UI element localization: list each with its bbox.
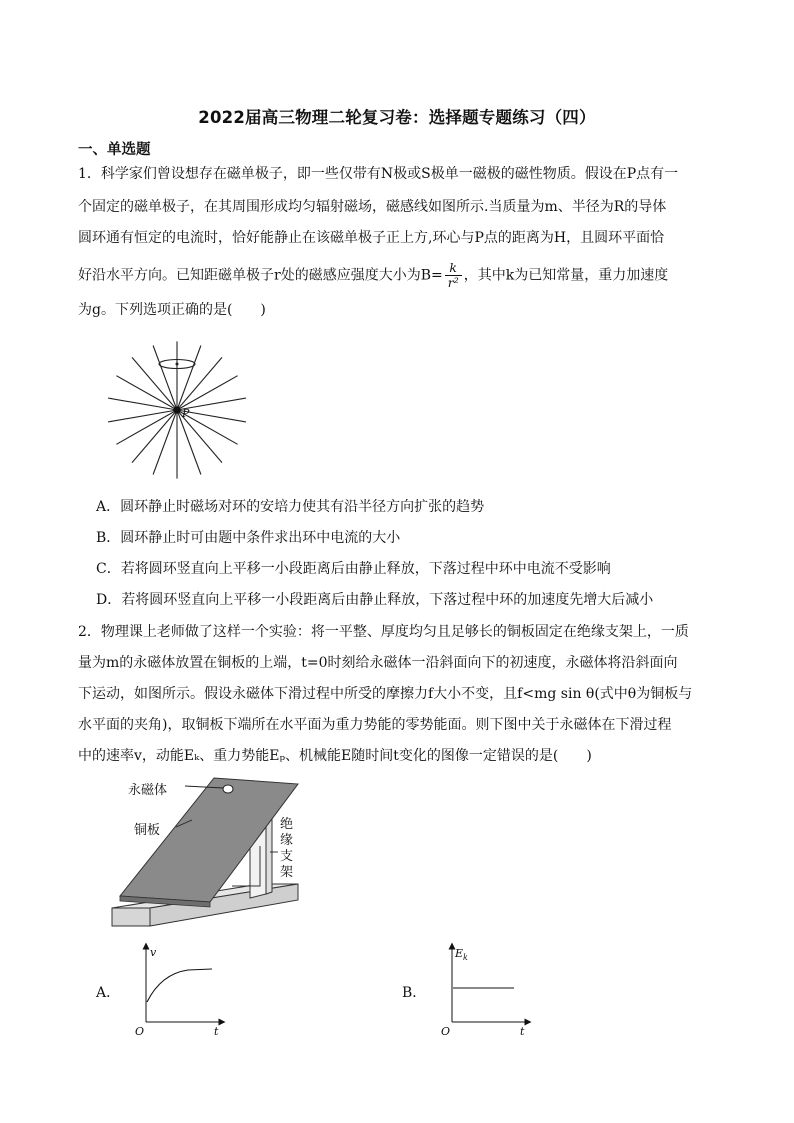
q1-line-1: 1．科学家们曾设想存在磁单极子，即一些仅带有N极或S极单一磁极的磁性物质。假设在P点有一 [78, 166, 679, 182]
velocity-curve [147, 969, 212, 1002]
page-title: 2022届高三物理二轮复习卷：选择题专题练习（四） [198, 108, 596, 127]
q2-line-2: 量为m的永磁体放置在铜板的上端，t=0时刻给永磁体一沿斜面向下的初速度，永磁体将沿斜面向 [78, 655, 678, 671]
q1-option-c: C．若将圆环竖直向上平移一小段距离后由静止释放，下落过程中环中电流不受影响 [96, 561, 611, 577]
stand-label-2: 缘 [280, 833, 294, 848]
monopole-field-figure [100, 336, 260, 486]
q2-option-a-label: A． [96, 985, 121, 1001]
q1-line-4-text: 好沿水平方向。已知距磁单极子r处的磁感应强度大小为B= [78, 267, 443, 284]
q1-line-2: 个固定的磁单极子，在其周围形成均匀辐射磁场，磁感线如图所示.当质量为m、半径为R的导体 [78, 199, 667, 215]
field-line [153, 410, 177, 475]
field-line [177, 357, 222, 410]
field-line [177, 346, 201, 411]
q1-option-b: B．圆环静止时可由题中条件求出环中电流的大小 [96, 530, 401, 546]
magnet-label: 永磁体 [128, 783, 168, 798]
graph-b-kinetic-energy-time [434, 940, 534, 1036]
q2-line-4: 水平面的夹角)，取铜板下端所在水平面为重力势能的零势能面。则下图中关于永磁体在下滑过程 [78, 717, 672, 733]
ring-center-dot [176, 363, 179, 366]
graph-a-xlabel: t [214, 1025, 219, 1036]
section-heading: 一、单选题 [78, 142, 151, 158]
monopole-point [173, 406, 180, 413]
q2-line-1: 2．物理课上老师做了这样一个实验：将一平整、厚度均匀且足够长的铜板固定在绝缘支架上，一质 [78, 624, 689, 640]
q1-line-4-rest: ，其中k为已知常量，重力加速度 [463, 267, 669, 284]
stand-label-4: 架 [280, 865, 294, 880]
graph-b-ylabel: $E_k$ [455, 947, 468, 962]
field-line [132, 357, 177, 410]
graph-a-velocity-time [128, 940, 228, 1036]
q2-line-5: 中的速率v，动能Eₖ、重力势能Eₚ、机械能E随时间t变化的图像一定错误的是( ) [78, 748, 592, 764]
q2-option-b-label: B． [402, 985, 427, 1001]
field-line [132, 410, 177, 463]
q2-line-3: 下运动，如图所示。假设永磁体下滑过程中所受的摩擦力f大小不变，且f<mg sin θ(式中θ为铜板与 [78, 686, 693, 702]
fraction-numerator: k [449, 260, 457, 275]
q1-option-d: D．若将圆环竖直向上平移一小段距离后由静止释放，下落过程中环的加速度先增大后减小 [96, 592, 654, 608]
permanent-magnet [223, 785, 233, 793]
q1-option-a: A．圆环静止时磁场对环的安培力使其有沿半径方向扩张的趋势 [96, 499, 485, 515]
q1-line-4 [78, 261, 668, 290]
field-line [153, 346, 177, 411]
q1-line-5: 为g。下列选项正确的是( ) [78, 302, 266, 318]
graph-b-origin: O [441, 1025, 451, 1036]
q1-line-3: 圆环通有恒定的电流时，恰好能静止在该磁单极子正上方,环心与P点的距离为H，且圆环平面恰 [78, 230, 665, 246]
fraction-denominator: r² [445, 275, 462, 290]
graph-b-xlabel: t [520, 1025, 525, 1036]
graph-a-origin: O [135, 1025, 145, 1036]
copper-plate-figure [110, 776, 310, 936]
stand-label-1: 绝 [280, 817, 294, 832]
stand-label-3: 支 [280, 849, 294, 864]
point-p-label: P [182, 407, 190, 420]
graph-a-ylabel: v [150, 946, 157, 959]
copper-plate-label: 铜板 [134, 823, 161, 838]
b-formula-fraction [445, 261, 462, 290]
